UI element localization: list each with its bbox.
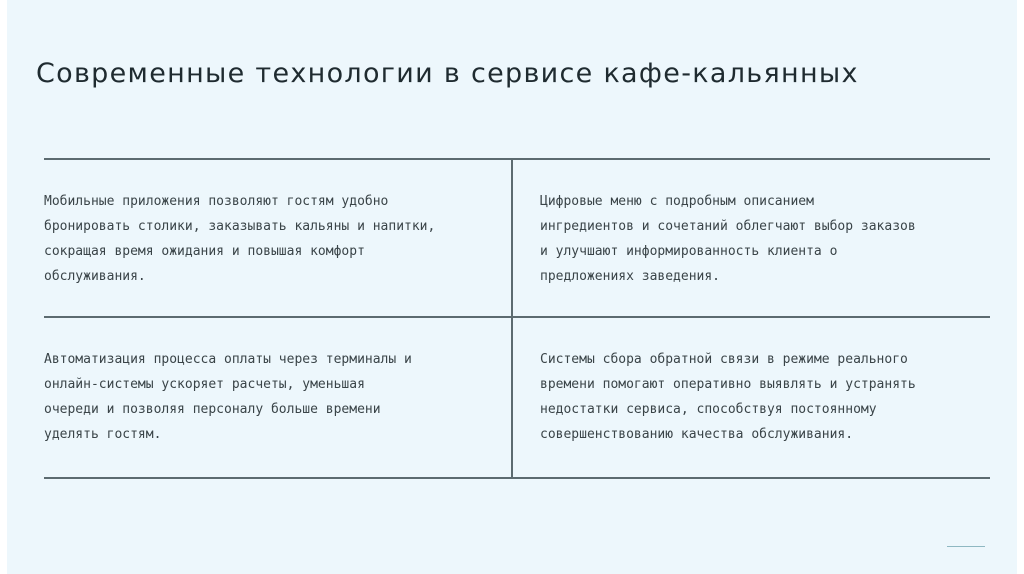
cell-line: ингредиентов и сочетаний облегчают выбор заказов: [540, 219, 916, 234]
cell-line: очереди и позволяя персоналу больше времени: [44, 402, 381, 417]
cell-line: недостатки сервиса, способствуя постоянному: [540, 402, 877, 417]
cell-line: предложениях заведения.: [540, 269, 721, 284]
table-middle-border: [44, 316, 990, 318]
table-column-divider: [511, 158, 513, 479]
cell-line: Мобильные приложения позволяют гостям удобно: [44, 194, 389, 209]
table-cell-top-right: [540, 189, 916, 289]
cell-line: уделять гостям.: [44, 427, 162, 442]
slide: [7, 0, 1017, 574]
table-cell-bottom-right: [540, 347, 916, 447]
table-top-border: [44, 158, 990, 160]
table-bottom-border: [44, 477, 990, 479]
cell-line: обслуживания.: [44, 269, 146, 284]
cell-line: Автоматизация процесса оплаты через терминалы и: [44, 352, 412, 367]
footer-accent-line: [947, 546, 985, 547]
cell-line: сокращая время ожидания и повышая комфорт: [44, 244, 365, 259]
cell-line: времени помогают оперативно выявлять и устранять: [540, 377, 916, 392]
cell-line: Системы сбора обратной связи в режиме реального: [540, 352, 908, 367]
table-cell-top-left: [44, 189, 435, 289]
table-cell-bottom-left: [44, 347, 412, 447]
cell-line: Цифровые меню с подробным описанием: [540, 194, 814, 209]
cell-line: совершенствованию качества обслуживания.: [540, 427, 854, 442]
cell-line: и улучшают информированность клиента о: [540, 244, 838, 259]
cell-line: онлайн-системы ускоряет расчеты, уменьшая: [44, 377, 365, 392]
cell-line: бронировать столики, заказывать кальяны и напитки,: [44, 219, 436, 234]
slide-title: Современные технологии в сервисе кафе-кальянных: [36, 58, 859, 89]
